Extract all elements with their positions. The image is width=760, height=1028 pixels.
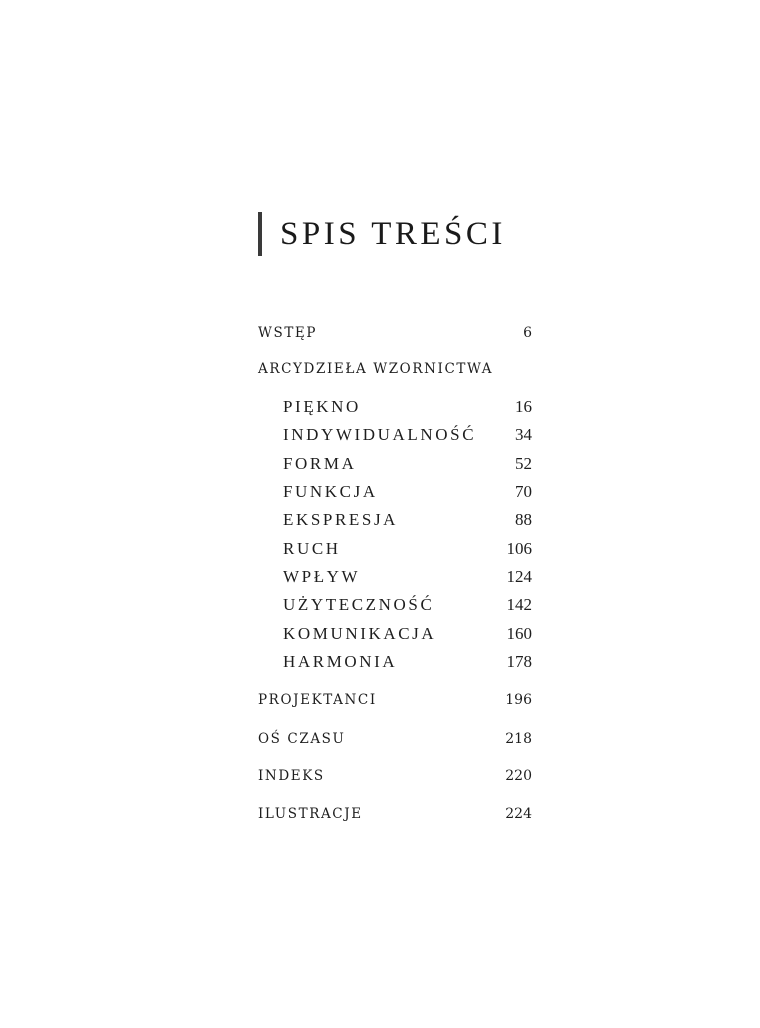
page-title: SPIS TREŚCI xyxy=(280,216,506,252)
toc-entry-os-czasu-page: 218 xyxy=(505,731,532,747)
toc-subentry-label: FUNKCJA xyxy=(283,482,378,501)
toc-entry-wstep-page: 6 xyxy=(523,325,532,341)
toc-subentry-page: 70 xyxy=(515,482,532,501)
toc-entry-indeks-page: 220 xyxy=(505,768,532,784)
toc-section-arcydziela: ARCYDZIEŁA WZORNICTWA xyxy=(258,361,494,377)
toc-entry-ilustracje-label: ILUSTRACJE xyxy=(258,806,363,822)
toc-subentry-label: FORMA xyxy=(283,454,357,473)
toc-subentry-page: 124 xyxy=(506,567,532,586)
toc-entry-projektanci-page: 196 xyxy=(505,692,532,708)
toc-subentry-label: UŻYTECZNOŚĆ xyxy=(283,595,435,614)
toc-subentry-page: 142 xyxy=(506,595,532,614)
toc-subentry-label: KOMUNIKACJA xyxy=(283,624,437,643)
toc-subentry-label: RUCH xyxy=(283,539,341,558)
title-accent-bar xyxy=(258,212,262,256)
toc-subentry-label: EKSPRESJA xyxy=(283,510,399,529)
toc-title-block xyxy=(258,212,506,256)
toc-subentry-label: INDYWIDUALNOŚĆ xyxy=(283,425,477,444)
toc-entry-indeks-label: INDEKS xyxy=(258,768,325,784)
toc-subentry-page: 178 xyxy=(506,652,532,671)
toc-entry-wstep-label: WSTĘP xyxy=(258,325,318,341)
toc-subentry-page: 106 xyxy=(506,539,532,558)
toc-subentry-page: 88 xyxy=(515,510,532,529)
toc-entry-projektanci-label: PROJEKTANCI xyxy=(258,692,377,708)
toc-subentry-page: 160 xyxy=(506,624,532,643)
toc-entry-os-czasu-label: OŚ CZASU xyxy=(258,731,346,747)
toc-subentry-page: 34 xyxy=(515,425,532,444)
toc-subentry-page: 52 xyxy=(515,454,532,473)
toc-subentry-label: HARMONIA xyxy=(283,652,398,671)
toc-subentry-page: 16 xyxy=(515,397,532,416)
toc-subentry-label: PIĘKNO xyxy=(283,397,361,416)
toc-entry-ilustracje-page: 224 xyxy=(505,806,532,822)
toc-subentry-label: WPŁYW xyxy=(283,567,361,586)
